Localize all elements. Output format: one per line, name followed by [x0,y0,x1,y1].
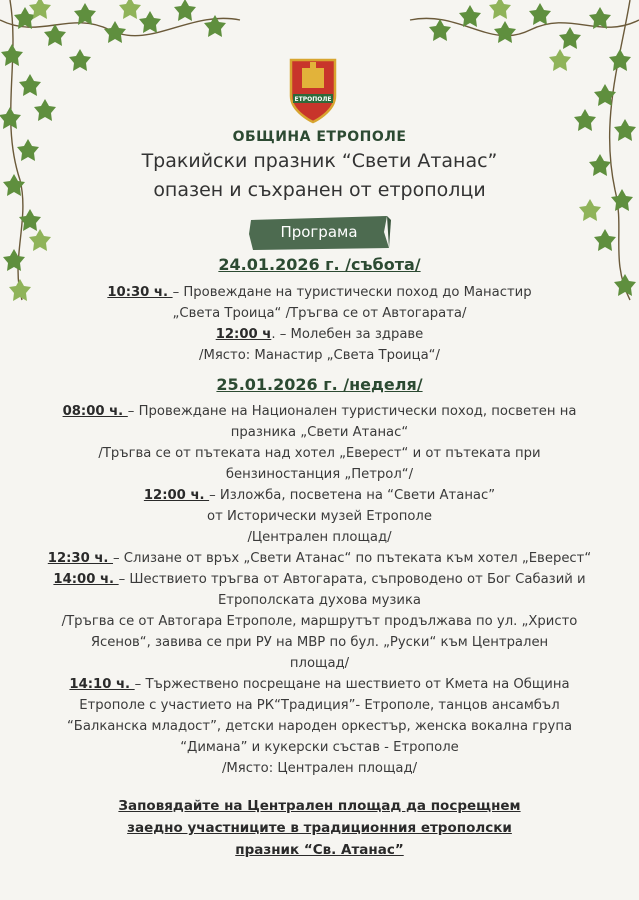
program-label: Програма [280,223,358,241]
schedule-line [20,737,619,758]
schedule-line [20,758,619,779]
schedule-text: площад/ [289,656,350,671]
schedule-text: Ясенов“, завива се при РУ на МВР по бул. „Руски“ към Централен [90,635,549,650]
schedule-line [20,401,619,422]
schedule-text: „Света Троица“ /Тръгва се от Автогарата/ [172,306,467,321]
closing-line: Заповядайте на Централен площад да посрещнем [118,798,521,814]
schedule-text: – Изложба, посветена на “Свети Атанас” [209,488,496,503]
schedule-text: – Провеждане на туристически поход до Манастир [172,285,532,300]
schedule-line [20,485,619,506]
schedule-line [20,674,619,695]
day-heading: 25.01.2026 г. /неделя/ [216,375,423,394]
schedule-line [20,282,619,303]
schedule-text: /Място: Централен площад/ [221,761,418,776]
schedule-line [20,422,619,443]
day-schedule [20,401,619,779]
schedule-text: “Балканска младост”, детски народен оркестър, женска вокална група [66,719,573,734]
schedule-line [20,632,619,653]
schedule-line [20,324,619,345]
schedule-text: “Димана” и кукерски състав - Етрополе [180,740,459,755]
schedule-text: /Място: Манастир „Света Троица“/ [199,348,440,363]
schedule-text: – Провеждане на Национален туристически поход, посветен на [127,404,577,419]
schedule-text: /Централен площад/ [247,530,392,545]
schedule-text: – Слизане от връх „Свети Атанас“ по пътеката към хотел „Еверест“ [113,551,592,566]
schedule-time: 10:30 ч. [107,285,173,300]
municipality-name: ОБЩИНА ЕТРОПОЛЕ [232,129,407,145]
schedule-line [20,303,619,324]
schedule-line [20,611,619,632]
day-schedule [20,282,619,366]
schedule-text: Етрополе с участието на РК“Традиция”- Етрополе, танцов ансамбъл [79,698,560,713]
closing-line: празник “Св. Атанас” [235,842,404,858]
schedule-time: 12:30 ч. [47,551,114,566]
schedule-line [20,548,619,569]
schedule-line [20,506,619,527]
schedule-time: 12:00 ч [215,327,272,342]
schedule-line [20,653,619,674]
schedule-text: бензиностанция „Петрол“/ [225,467,414,482]
schedule-line [20,443,619,464]
event-title [0,147,639,205]
schedule-text: /Тръгва се от Автогара Етрополе, маршрутът продължава по ул. „Христо [61,614,578,629]
schedule-time: 12:00 ч. [143,488,210,503]
etropole-crest-logo [288,56,338,124]
schedule-time: 08:00 ч. [62,404,128,419]
closing-invitation [0,795,639,861]
schedule-text: Етрополската духова музика [217,593,422,608]
schedule-line [20,527,619,548]
schedule-line [20,345,619,366]
schedule-line [20,569,619,590]
schedule-line [20,695,619,716]
title-line: опазен и съхранен от етрополци [153,179,486,201]
schedule-text: – Шествието тръгва от Автогарата, съпроводено от Бог Сабазий и [118,572,586,587]
day-heading: 24.01.2026 г. /събота/ [218,255,421,274]
schedule-line [20,590,619,611]
schedule-text: /Тръгва се от пътеката над хотел „Еверест“ и от пътеката при [98,446,541,461]
schedule-text: от Исторически музей Етрополе [207,509,432,524]
title-line: Тракийски празник “Свети Атанас” [141,150,498,172]
schedule-text: – Тържествено посрещане на шествието от Кмета на Община [134,677,570,692]
schedule-text: . – Молебен за здраве [271,327,424,342]
schedule-line [20,464,619,485]
schedule-text: празника „Свети Атанас“ [230,425,409,440]
schedule-time: 14:10 ч. [69,677,135,692]
schedule-line [20,716,619,737]
crest-label: ЕТРОПОЛЕ [294,96,332,103]
closing-line: заедно участниците в традиционния етрополски [127,820,512,836]
schedule-time: 14:00 ч. [53,572,119,587]
